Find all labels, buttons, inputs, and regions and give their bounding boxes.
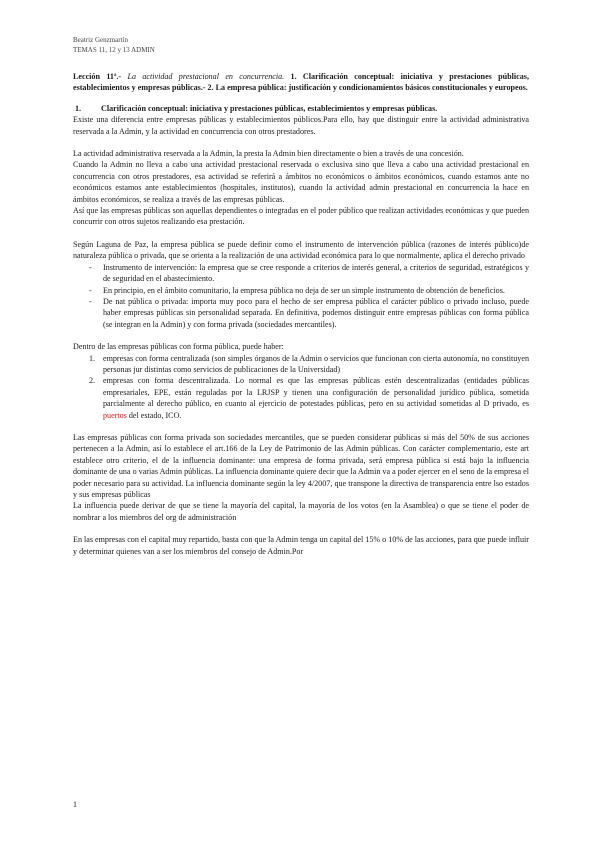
paragraph-5: Según Laguna de Paz, la empresa pública se puede definir como el instrumento de intervención pública (razones de interés público)de naturaleza pública o privada, que se orienta a la realización de una actividad económica para lo que normalmente, aplica el derecho privado	[73, 239, 529, 261]
lesson-heading	[73, 71, 529, 94]
paragraph-2: La actividad administrativa reservada a la Admin, la presta la Admin bien directamente o bien a través de una concesión.	[73, 149, 464, 159]
numbered-list	[73, 353, 529, 421]
lesson-label: Lección 11ª.-	[73, 72, 122, 81]
list-item-text: En principio, en el ámbito comunitario, la empresa pública no deja de ser un simple instrumento de obtención de beneficios.	[103, 285, 505, 295]
highlighted-word: puertos	[103, 410, 127, 420]
paragraph-8: La influencia puede derivar de que se tiene la mayoría del capital, la mayoría de los votos (en la Asamblea) o que se tiene el poder de nombrar a los miembros del org de administración	[73, 501, 529, 522]
paragraph-1: Existe una diferencia entre empresas públicas y establecimientos públicos.Para ello, hay que distinguir entre la actividad administrativa reservada a la Admin, y la actividad en concurrencia con otros prestadores.	[73, 115, 529, 136]
header-topics: TEMAS 11, 12 y 13 ADMIN	[73, 45, 155, 54]
list-number: 2.	[89, 376, 96, 386]
list-item-text: De nat pública o privada: importa muy poco para el hecho de ser empresa pública el carácter público o privado incluso, puede haber empresas públicas sin personalidad separada. En definitiva, podemos distinguir entre empresas públicas con forma pública (se integran en la Admin) y con forma privada (sociedades mercantiles).	[103, 296, 529, 329]
header-author: Beatriz Genzmartín	[73, 36, 129, 44]
list-item	[73, 296, 529, 330]
list-item-text: empresas con forma centralizada (son simples órganos de la Admin o servicios que funcionan con cierta autonomía, no constituyen personas jur distintas como servicios de publicaciones de la Universidad)	[103, 353, 529, 374]
list-number: 1.	[89, 353, 96, 363]
list-item	[73, 285, 529, 296]
page-header	[73, 36, 155, 55]
list-item	[73, 375, 529, 421]
list-item-text: empresas con forma descentralizada. Lo normal es que las empresas públicas estén descentralizadas (entidades públicas empresariales, EPE, están reguladas por la LRJSP y tienen una configuración de personalidad jurídico pública, sometida parcialmente al derecho público, en cuanto al ejercicio de potestades públicas, pero en su actividad sometidas al D privado, es puertos del estado, ICO.	[103, 376, 529, 420]
list-marker: -	[89, 262, 92, 272]
paragraph-6: Dentro de las empresas públicas con forma pública, puede haber:	[73, 342, 284, 352]
list-marker: -	[89, 296, 92, 306]
section-1-title: Clarificación conceptual: iniciativa y prestaciones públicas, establecimientos y empresas públicas.	[101, 103, 438, 113]
list-item	[73, 262, 529, 285]
list-item-text: Instrumento de intervención: la empresa que se cree responde a criterios de interés general, a criterios de seguridad, estratégicos y de seguridad en el abastecimiento.	[103, 262, 529, 284]
document-body	[73, 71, 529, 557]
section-1-number: 1.	[75, 103, 82, 113]
paragraph-3: Cuando la Admin no lleva a cabo una actividad prestacional reservada o exclusiva sino que lleva a cabo una actividad prestacional en concurrencia con otros prestadores, esa actividad se referirá a ámbitos no económicos o ámbitos económicos, cuando estamos ante no económicos estamos ante establecimientos (hospitales, institutos), cuando la actividad admin prestacional en concurrencia la hace en ámbitos económicos, se realiza a través de las empresas públicas.	[73, 160, 529, 204]
paragraph-4: Así que las empresas públicas son aquellas dependientes o integradas en el poder público que realizan actividades económicas y que pueden concurrir con otros sujetos realizando esa prestación.	[73, 206, 529, 227]
dash-list	[73, 262, 529, 330]
paragraph-9: En las empresas con el capital muy repartido, basta con que la Admin tenga un capital del 15% o 10% de las acciones, para que puede influir y determinar quienes van a ser los miembros del consejo de Admin.Por	[73, 535, 529, 556]
paragraph-7: Las empresas públicas con forma privada son sociedades mercantiles, que se pueden considerar públicas si más del 50% de sus acciones pertenecen a la Admin, así lo establece el art.166 de la Ley de Patrimonio de las Admin públicas. Con carácter complementario, este art establece otro criterio, el de la influencia dominante: una empresa de forma privada, será empresa pública si está bajo la influencia dominante de una o varias Admin públicas. La influencia dominante quiere decir que la Admin va a poder ejercer en el seno de la empresa el poder necesario para su actividad. La influencia dominante según la ley 4/2007, que transpone la directiva de transparencia entre lso estados y sus empresas públicas	[73, 432, 529, 499]
lesson-points: 1. Clarificación conceptual: iniciativa y prestaciones públicas, establecimientos y empresas públicas.- 2. La empresa pública: justificación y condicionamientos básicos constitucionales y europeos.	[73, 72, 529, 93]
list-item	[73, 353, 529, 376]
lesson-title: La actividad prestacional en concurrencia.	[127, 72, 285, 81]
page-number: 1	[73, 800, 77, 809]
section-1-heading	[73, 103, 529, 114]
list-marker: -	[89, 285, 92, 295]
